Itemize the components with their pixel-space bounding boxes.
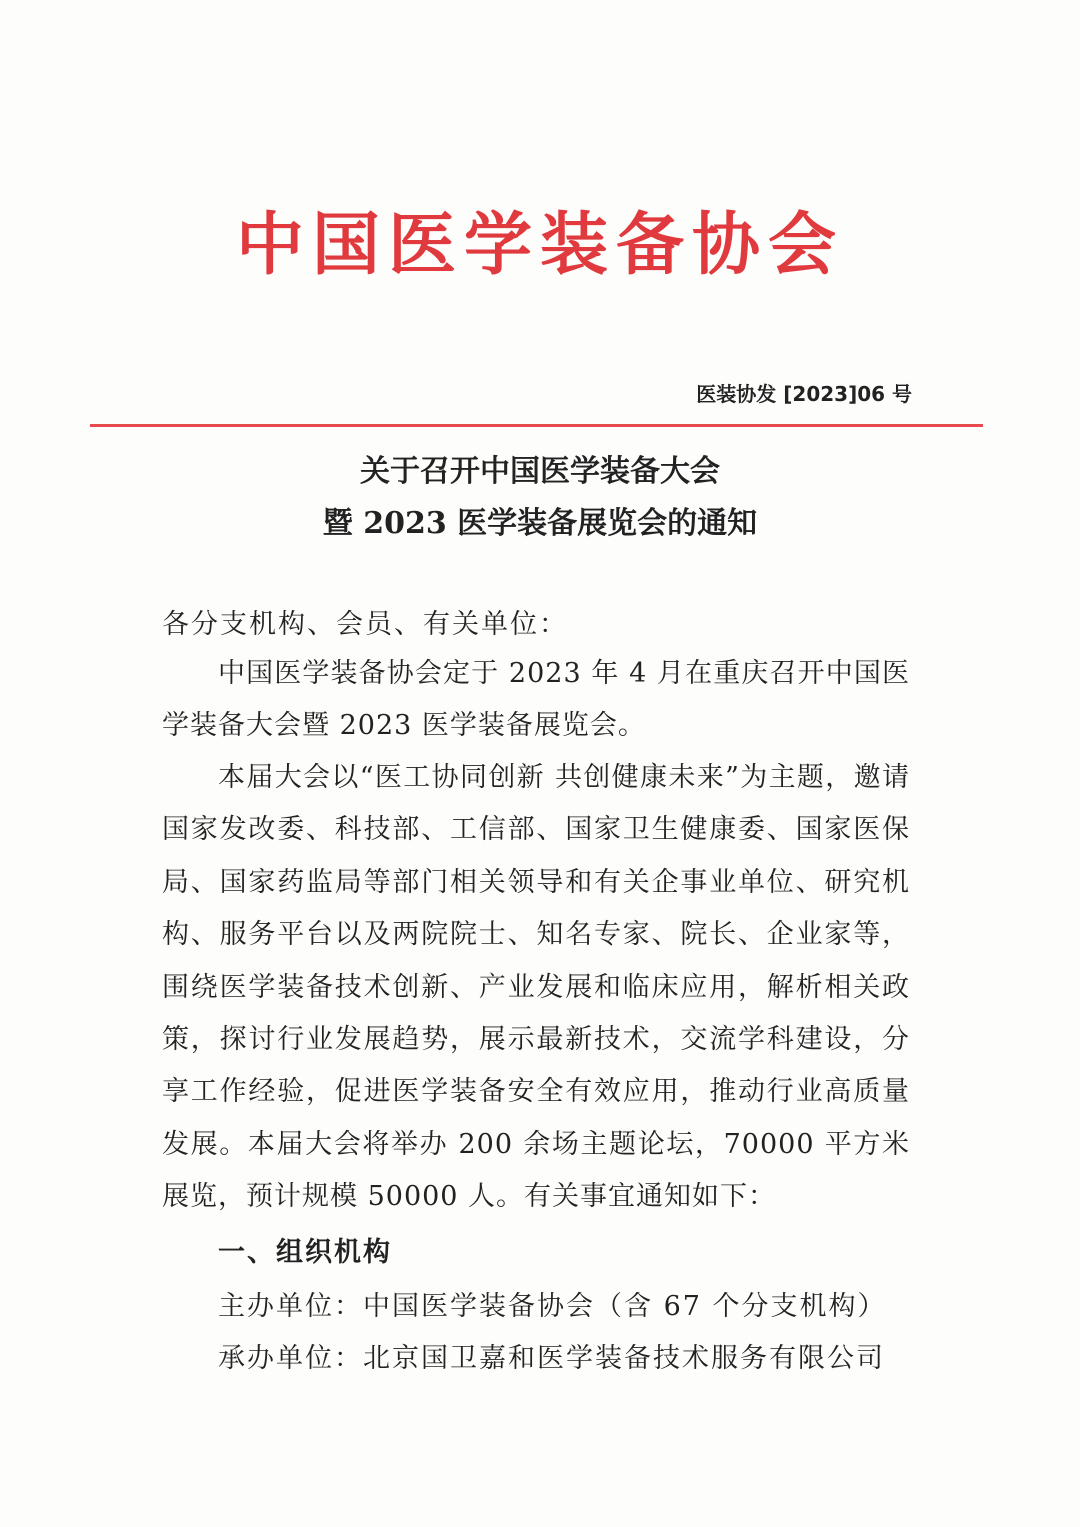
host-unit-line: 主办单位：中国医学装备协会（含 67 个分支机构） xyxy=(218,1291,887,1322)
section-heading-organization: 一、组织机构 xyxy=(218,1237,392,1268)
organization-letterhead: 中国医学装备协会 xyxy=(235,205,844,285)
notice-title-line-1: 关于召开中国医学装备大会 xyxy=(360,454,720,489)
notice-title-line-2: 暨 2023 医学装备展览会的通知 xyxy=(322,506,758,541)
document-number: 医装协发 [2023]06 号 xyxy=(696,382,912,406)
red-divider-rule xyxy=(90,424,983,427)
body-paragraph-2: 本届大会以“医工协同创新 共创健康未来”为主题，邀请国家发改委、科技部、工信部、国家卫生健康委、国家医保局、国家药监局等部门相关领导和有关企事业单位、研究机构、服务平台以及两院院士、知名专家、院长、企业家等，围绕医学装备技术创新、产业发展和临床应用，解析相关政策，探讨行业发展趋势，展示最新技术，交流学科建设，分享工作经验，促进医学装备安全有效应用，推动行业高质量发展。本届大会将举办 200 余场主题论坛，70000 平方米展览，预计规模 50000 人。有关事宜通知如下： xyxy=(162,762,910,1213)
body-paragraph-1: 中国医学装备协会定于 2023 年 4 月在重庆召开中国医学装备大会暨 2023 医学装备展览会。 xyxy=(162,658,910,742)
salutation: 各分支机构、会员、有关单位： xyxy=(162,609,568,640)
organizer-unit-line: 承办单位：北京国卫嘉和医学装备技术服务有限公司 xyxy=(218,1343,885,1374)
